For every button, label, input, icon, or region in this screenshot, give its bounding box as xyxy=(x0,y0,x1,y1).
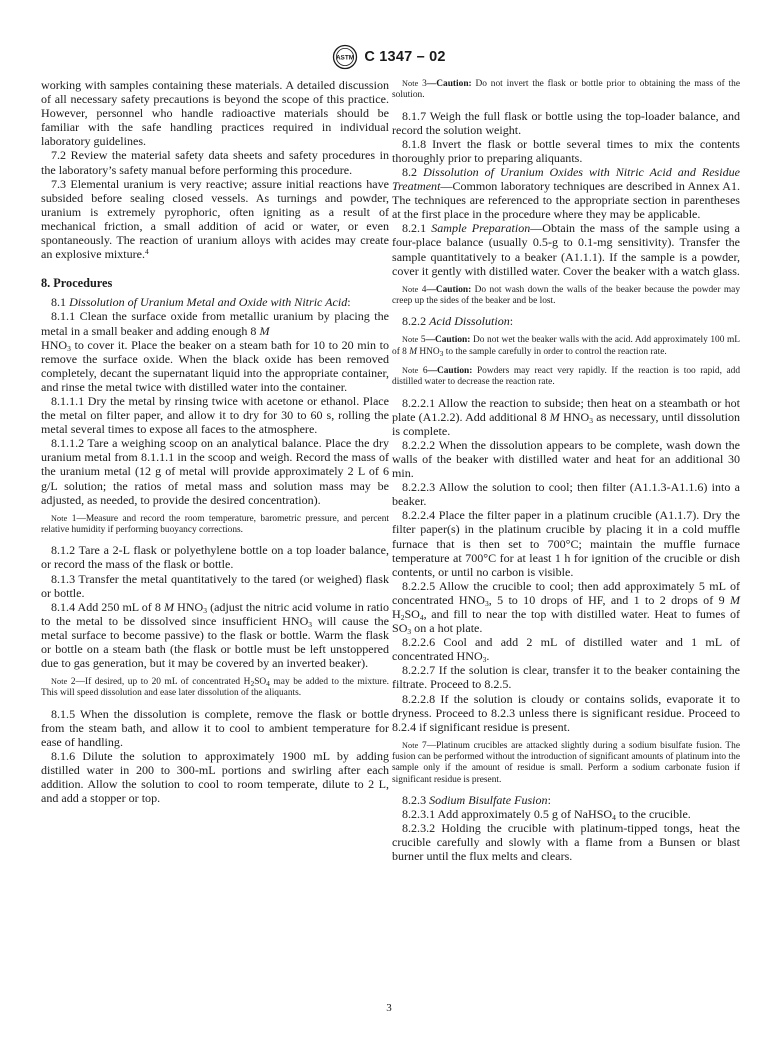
paragraph-8-1-4: 8.1.4 Add 250 mL of 8 M $HNO_3$ (adjust the nitric acid volume in ratio to the metal to be dissolved since insufficient $HNO_3$ will cause the metal surface to become passive) to the flask or bottle. Warm the flask or bottle on a steam bath (the flask or bottle must be left unstoppered due to gas generation, but it may be covered by an inverted beaker). xyxy=(41,599,390,671)
section-8-heading: 8. Procedures xyxy=(41,276,113,291)
paragraph-8-2: 8.2 Dissolution of Uranium Oxides with Nitric Acid and Residue Treatment—Common laboratory techniques are described in Annex A1. The techniques are referenced to the appropriate section in parentheses at the first place in the procedure where they may be applicable. xyxy=(392,164,740,222)
note-7: Note 7—Platinum crucibles are attacked slightly during a sodium bisulfate fusion. The fusion can be performed without the introduction of significant amounts of platinum into the sample only if the amount of residue is small. Perform a sodium carbonate fusion if significant residue is present. xyxy=(392,740,740,785)
paragraph-7-3-text: 7.3 Elemental uranium is very reactive; assure initial reactions have subsided before sealing closed vessels. As turnings and powder, uranium is extremely pyrophoric, often igniting as a result of mechanical friction, a small addition of acid or water, or even spontaneously. The reaction of uranium alloys with acides may create an explosive mixture. xyxy=(41,176,389,262)
paragraph-8-2-2-2: 8.2.2.2 When the dissolution appears to be complete, wash down the walls of the beaker with distilled water and heat for an additional 30 min. xyxy=(392,437,740,481)
paragraph-7-2: 7.2 Review the material safety data sheets and safety procedures in the laboratory’s safety manual before performing this procedure. xyxy=(41,148,389,177)
note-4: Note 4—Caution: Do not wash down the walls of the beaker because the powder may creep up the sides of the beaker and be lost. xyxy=(392,284,741,307)
paragraph-8-2-3-2: 8.2.3.2 Holding the crucible with platinum-tipped tongs, heat the crucible carefully and slowly with a flame from a Bunsen or blast burner until the flux melts and clears. xyxy=(392,821,740,864)
right-column xyxy=(392,78,740,864)
note-3: Note 3—Caution: Do not invert the flask or bottle prior to obtaining the mass of the solution. xyxy=(392,79,740,101)
paragraph-8-2-3-1: 8.2.3.1 Add approximately 0.5 g of NaHSO$_4$ to the crucible. xyxy=(402,807,691,823)
paragraph-8-2-2-3: 8.2.2.3 Allow the solution to cool; then filter (A1.1.3-A1.1.6) into a beaker. xyxy=(392,480,740,509)
paragraph-8-2-2-4: 8.2.2.4 Place the filter paper in a platinum crucible (A1.1.7). Dry the filter paper(s) in the platinum crucible by placing it in a cold muffle furnace that is then set to 700°C; maintain the muffle furnace temperature at 700°C for at least 1 h for ignition of the crucible or dish contents, or until no carbon is visible. xyxy=(392,508,740,579)
paragraph-8-1-7: 8.1.7 Weigh the full flask or bottle using the top-loader balance, and record the solution weight. xyxy=(392,108,740,137)
note-6: Note 6—Caution: Powders may react very rapidly. If the reaction is too rapid, add distilled water to decrease the reaction rate. xyxy=(392,366,741,388)
paragraph-8-2-1: 8.2.1 Sample Preparation—Obtain the mass of the sample using a four-place balance (usually 0.5-g to 0.1-mg sensitivity). Transfer the sample quantitatively to a beaker (A1.1.1). If the sample is a powder, cover it gently with distilled water. Cover the beaker with a watch glass. xyxy=(392,221,740,278)
page-header xyxy=(0,44,778,70)
paragraph-8-1-3: 8.1.3 Transfer the metal quantitatively to the tared (or weighed) flask or bottle. xyxy=(41,571,389,600)
paragraph-8-2-3: 8.2.3 Sodium Bisulfate Fusion: xyxy=(402,793,551,808)
paragraph-8-1-1-2: 8.1.1.2 Tare a weighing scoop on an analytical balance. Place the dry uranium metal from 8.1.1.1 in the scoop and weigh. Record the mass of the uranium metal (12 g of metal will provide approximately 2 L of 6 g/L solution; the ratios of metal mass and solution mass may be adjusted, as needed, to provide the desired concentration). xyxy=(41,436,389,507)
paragraph-8-1-5: 8.1.5 When the dissolution is complete, remove the flask or bottle from the steam bath, and allow it to cool to ambient temperature for ease of handling. xyxy=(41,706,389,749)
paragraph-8-1-2: 8.1.2 Tare a 2-L flask or polyethylene bottle on a top loader balance, or record the mass of the flask or bottle. xyxy=(41,543,389,572)
note-5: Note 5—Caution: Do not wet the beaker walls with the acid. Add approximately 100 mL of 8 M $HNO_3$ to the sample carefully in order to control the reaction rate. xyxy=(392,335,740,358)
para-title: Dissolution of Uranium Metal and Oxide with Nitric Acid xyxy=(69,295,348,310)
footnote-ref-4: 4 xyxy=(145,247,149,257)
paragraph-8-2-2-5: 8.2.2.5 Allow the crucible to cool; then add approximately 5 mL of concentrated $HNO_3$, 5 to 10 drops of HF, and 1 to 2 drops of 9 M $H_2SO_4$, and fill to near the top with distilled water. Heat to fumes of $SO_3$ on a hot plate. xyxy=(392,578,740,637)
paragraph-8-1-6: 8.1.6 Dilute the solution to approximately 1900 mL by adding distilled water in 200 to 300-mL portions and swirling after each addition. Allow the solution to cool to room temperate, dilute to 2 L, and add a stopper or top. xyxy=(41,749,389,806)
left-column xyxy=(41,78,389,805)
page-number: 3 xyxy=(386,1002,392,1014)
note-2: Note 2—If desired, up to 20 mL of concentrated $H_2SO_4$ may be added to the mixture. This will speed dissolution and ease later dissolution of the aliquants. xyxy=(41,677,390,699)
paragraph-7-1-continued: working with samples containing these materials. A detailed discussion of all necessary safety precautions is beyond the scope of this practice. However, personnel who handle radioactive materials should be familiar with the safe handling practices required in individual laboratory guidelines. xyxy=(41,78,389,149)
paragraph-8-2-2: 8.2.2 Acid Dissolution: xyxy=(402,314,514,329)
note-1: Note 1—Measure and record the room temperature, barometric pressure, and percent relative humidity if performing buoyancy corrections. xyxy=(41,513,389,536)
paragraph-8-2-2-8: 8.2.2.8 If the solution is cloudy or contains solids, evaporate it to dryness. Proceed to 8.2.3 unless there is significant residue. Proceed to 8.2.4 if significant residue is present. xyxy=(392,691,740,734)
para-number: 8.1 xyxy=(51,295,67,310)
astm-logo-text: ASTM xyxy=(336,54,355,62)
paragraph-8-1: 8.1 Dissolution of Uranium Metal and Oxide with Nitric Acid: xyxy=(51,295,351,310)
paragraph-8-2-2-1: 8.2.2.1 Allow the reaction to subside; then heat on a steambath or hot plate (A1.2.2). Add additional 8 M $HNO_3$ as necessary, until dissolution is complete. xyxy=(392,395,740,438)
paragraph-7-3 xyxy=(41,177,389,262)
paragraph-8-1-8: 8.1.8 Invert the flask or bottle several times to mix the contents thoroughly prior to preparing aliquants. xyxy=(392,136,740,165)
paragraph-8-1-1: 8.1.1 Clean the surface oxide from metallic uranium by placing the metal in a small beaker and adding enough 8 M $HNO_3$ to cover it. Place the beaker on a steam bath for 10 to 20 min to remove the surface oxide. When the black oxide has been removed completely, decant the supernatant liquid into the appropriate container, and rinse the metal twice with distilled water into the container. xyxy=(41,309,389,394)
paragraph-8-2-2-7: 8.2.2.7 If the solution is clear, transfer it to the beaker containing the filtrate. Proceed to 8.2.5. xyxy=(392,663,740,692)
paragraph-8-1-1-1: 8.1.1.1 Dry the metal by rinsing twice with acetone or ethanol. Place the metal on filter paper, and allow it to dry for 30 to 60 s, rolling the metal several times to expose all faces to the atmosphere. xyxy=(41,393,389,437)
paragraph-8-2-2-6: 8.2.2.6 Cool and add 2 mL of distilled water and 1 mL of concentrated $HNO_3$. xyxy=(392,635,740,665)
standard-designation: C 1347 – 02 xyxy=(364,49,446,65)
astm-logo-icon xyxy=(332,44,358,70)
